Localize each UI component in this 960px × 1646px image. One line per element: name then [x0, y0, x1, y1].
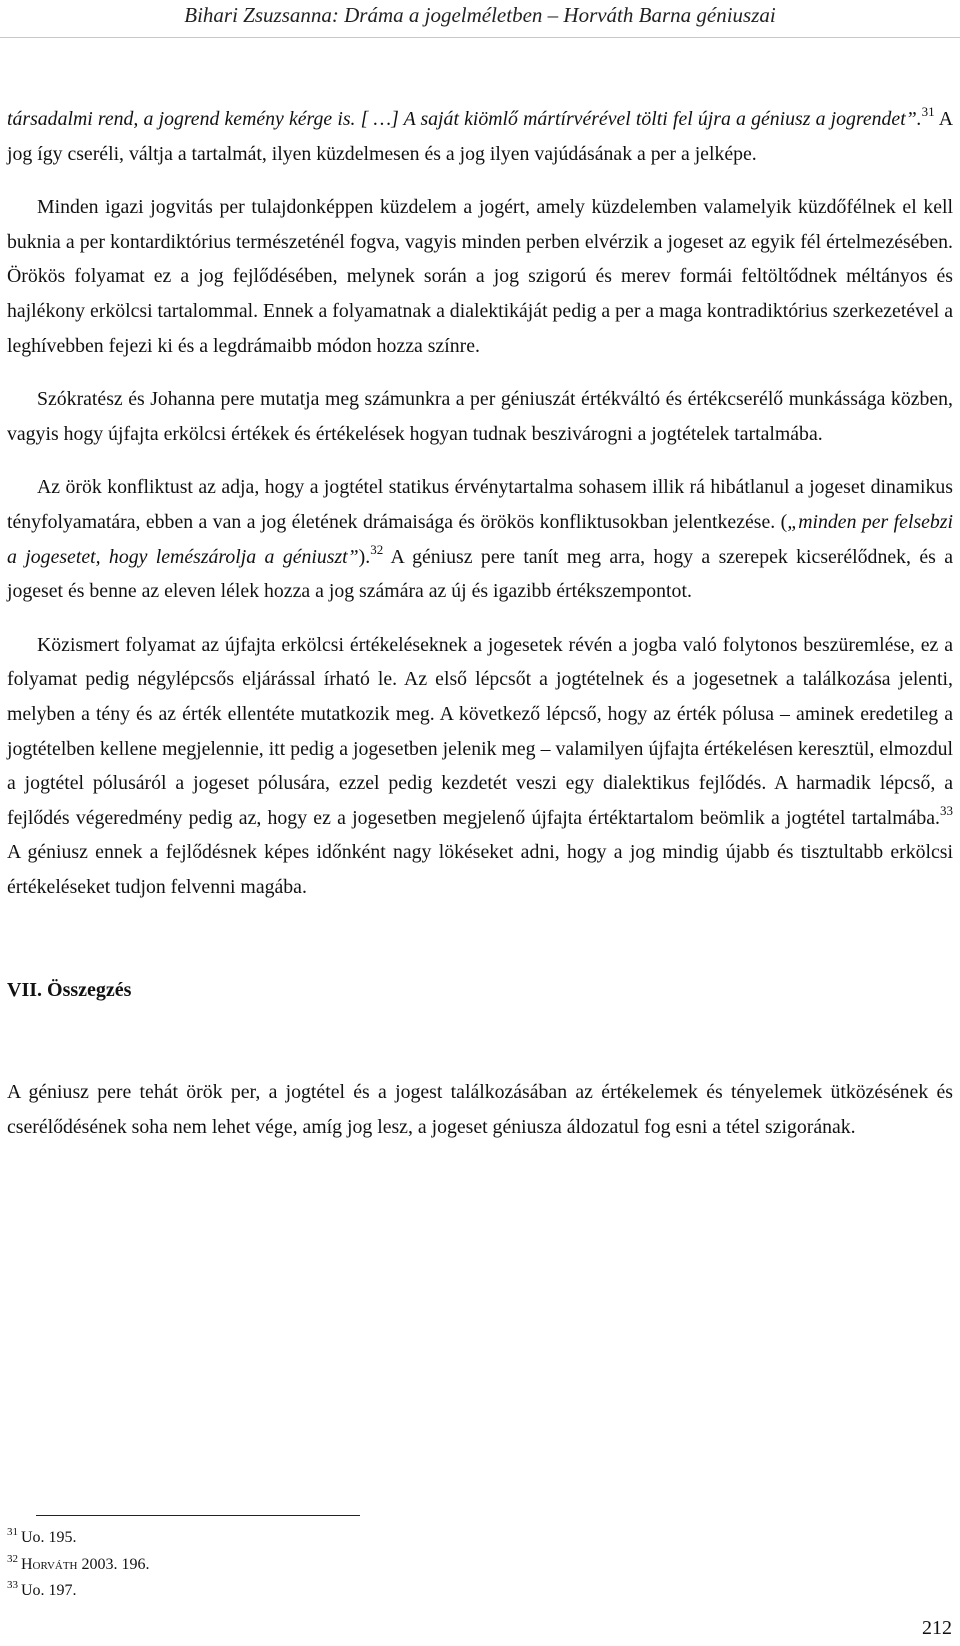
paragraph-3: Szókratész és Johanna pere mutatja meg számunkra a per géniuszát értékváltó és értékcserélő munkássága közben, vagyis hogy újfajta erkölcsi értékek és értékelések hogyan tudnak beszivárogni a jogtételek tartalmába. [7, 388, 953, 445]
paragraph-6: A géniusz pere tehát örök per, a jogtétel és a jogest találkozásában az értékelemek és tényelemek ütközésének és cserélődésének soha nem lehet vége, amíg jog lesz, a jogeset géniusza áldozatul fog esni a tétel szigorának. [7, 1081, 953, 1139]
paragraph-5 [7, 628, 953, 905]
running-header-title: Bihari Zsuzsanna: Dráma a jogelméletben – Horváth Barna géniuszai [184, 3, 776, 27]
footnote-31 [7, 1525, 607, 1552]
footnotes [7, 1525, 607, 1605]
paragraph-text: Közismert folyamat az újfajta erkölcsi értékeléseknek a jogesetek révén a jogba való folytonos beszüremlése, ez a folyamat pedig négylépcsős eljárással írható le. Az első lépcsőt a jogtételnek és a jogesetnek a találkozása jelenti, melyben a tény és az érték ellentéte mutatkozik meg. A következő lépcső, hogy az érték pólusa – aminek eredetileg a jogtételben kellene megjelennie, itt pedig a jogesetben jelenik meg – valamilyen újfajta értékelésen keresztül, elmozdul a jogtétel pólusáról a jogeset pólusára, ezzel pedig kezdetét veszi egy dialektikus fejlődés. A harmadik lépcső, a fejlődés végeredmény pedig az, hogy ez a jogesetben megjelenő újfajta értéktartalom beömlik a jogtétel tartalmába. [7, 633, 953, 829]
paragraph-text: A géniusz pere tanít meg arra, hogy a szerepek kicserélődnek, és a jogeset és benne az eleven lélek hozza a jog számára az új és igazibb értékszempontot. [7, 545, 953, 603]
footnote-author: Horváth [21, 1555, 78, 1573]
paragraph-2: Minden igazi jogvitás per tulajdonképpen küzdelem a jogért, amely küzdelemben valamelyik küzdőfélnek el kell buknia a per kontardiktórius természeténél fogva, vagyis minden perben elvérzik a jogeset az egyik fél értelmezésében. Örökös folyamat ez a jog fejlődésében, melynek során a jog szigorú és merev formái feltöltődnek méltányos és hajlékony erkölcsi tartalommal. Ennek a folyamatnak a dialektikáját pedig a per a maga kontradiktórius szerkezetével a leghívebben fejezi ki és a legdrámaibb módon hozza színre. [7, 196, 953, 357]
quote-italic: „minden per felsebzi a jogesetet, hogy lemészárolja a géniuszt” [7, 510, 954, 568]
footnote-number: 31 [7, 1526, 18, 1538]
quote-italic: társadalmi rend, a jogrend kemény kérge is. [ …] A saját kiömlő mártírvérével tölti fel újra a géniusz a jogrendet”. [7, 108, 922, 130]
footnote-text: 2003. 196. [77, 1555, 150, 1573]
footnote-divider [36, 1515, 360, 1516]
footnote-text: Uo. 195. [21, 1529, 77, 1546]
footnote-ref-32[interactable]: 32 [370, 541, 384, 557]
paragraph-text: A jog így cseréli, váltja a tartalmát, ilyen küzdelmesen és a jog ilyen vajúdásának a per a jelképe. [7, 108, 953, 165]
footnote-ref-31[interactable]: 31 [921, 104, 935, 119]
paragraph-4 [7, 470, 953, 608]
paragraph-text: ). [358, 545, 371, 568]
page-number: 212 [922, 1617, 952, 1639]
main-text [7, 102, 953, 1164]
footnote-number: 33 [7, 1579, 18, 1591]
footnote-number: 32 [7, 1552, 18, 1565]
paragraph-text: A géniusz ennek a fejlődésnek képes időnként nagy lökéseket adni, hogy a jog mindig újabb és tisztultabb erkölcsi értékeléseket tudjon felvenni magába. [7, 841, 953, 898]
paragraph-text: Az örök konfliktust az adja, hogy a jogtétel statikus érvénytartalma sohasem illik rá hibátlanul a jogeset dinamikus tényfolyamatára, ebben a van a jog életének drámaisága és örökös konfliktusokban jelentkezése. ( [7, 476, 953, 533]
footnote-33 [7, 1578, 607, 1605]
footnote-text: Uo. 197. [21, 1582, 77, 1599]
section-heading: VII. Összegzés [7, 979, 132, 1002]
running-header [0, 0, 960, 38]
footnote-32 [7, 1552, 607, 1579]
footnote-ref-33[interactable]: 33 [940, 802, 953, 818]
paragraph-1 [7, 102, 953, 171]
